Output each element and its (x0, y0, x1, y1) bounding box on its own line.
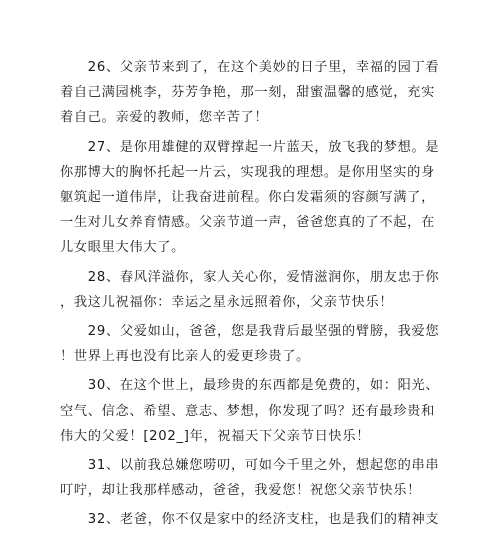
text-line: 28、春风洋溢你，家人关心你，爱情滋润你，朋友忠于你 (60, 269, 440, 285)
text-line: 29、父爱如山，爸爸，您是我背后最坚强的臂膀，我爱您 (60, 324, 440, 340)
paragraph-31 (60, 453, 440, 503)
text-line: 空气、信念、希望、意志、梦想，你发现了吗？还有最珍贵和 (60, 403, 435, 419)
text-line: 一生对儿女养育情感。父亲节道一声，爸爸您真的了不起，在 (60, 215, 435, 231)
text-line: 伟大的父爱！[202_]年，祝福天下父亲节日快乐！ (60, 428, 371, 444)
text-line: 着自己。亲爱的教师，您辛苦了！ (60, 110, 269, 126)
text-line: 儿女眼里大伟大了。 (60, 240, 185, 256)
paragraph-32 (60, 507, 440, 532)
text-line: ！世界上再也没有比亲人的爱更珍贵了。 (60, 349, 310, 365)
paragraph-26 (60, 55, 440, 131)
paragraph-27 (60, 135, 440, 261)
text-line: 叮咛，却让我那样感动，爸爸，我爱您！祝您父亲节快乐！ (60, 483, 422, 499)
article-body (60, 55, 440, 537)
text-line: 30、在这个世上，最珍贵的东西都是免费的，如：阳光、 (60, 378, 440, 394)
paragraph-30 (60, 373, 440, 449)
text-line: 你那博大的胸怀托起一片云，实现我的理想。是你用坚实的身 (60, 164, 435, 180)
text-line: ，我这儿祝福你：幸运之星永远照着你，父亲节快乐！ (60, 294, 394, 310)
text-line: 32、老爸，你不仅是家中的经济支柱，也是我们的精神支 (60, 512, 440, 528)
paragraph-28 (60, 265, 440, 315)
paragraph-29 (60, 319, 440, 369)
text-line: 着自己满园桃李，芬芳争艳，那一刻，甜蜜温馨的感觉，充实 (60, 85, 435, 101)
text-line: 26、父亲节来到了，在这个美妙的日子里，幸福的园丁看 (60, 60, 440, 75)
text-line: 31、以前我总嫌您唠叨，可如今千里之外，想起您的串串 (60, 458, 440, 474)
text-line: 躯筑起一道伟岸，让我奋进前程。你白发霜须的容颜写满了， (60, 190, 435, 206)
text-line: 27、是你用雄健的双臂撑起一片蓝天，放飞我的梦想。是 (60, 139, 440, 155)
